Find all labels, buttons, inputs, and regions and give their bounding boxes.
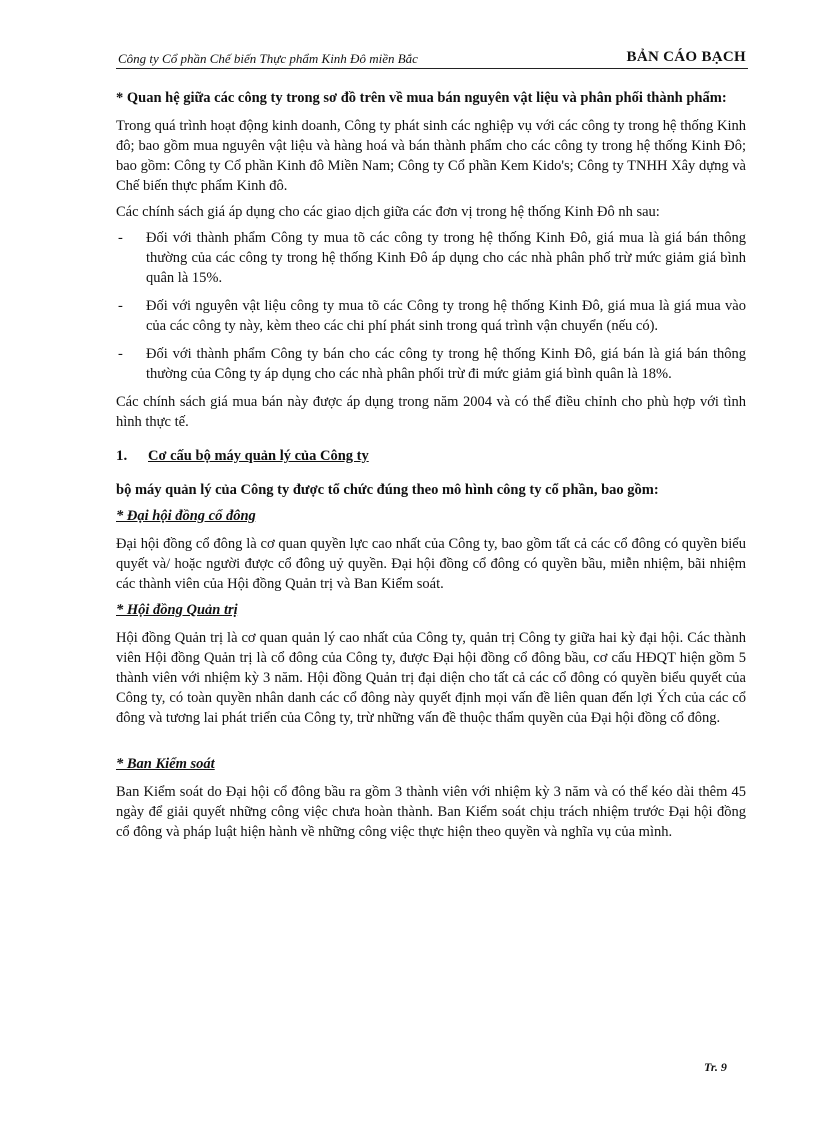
page-number: Tr. 9	[704, 1060, 727, 1074]
list-item: - Đối với thành phẩm Công ty mua tõ các công ty trong hệ thống Kinh Đô, giá mua là giá bán thông thường của các công ty trong hệ thống Kinh Đô áp dụng cho các nhà phân phố trừ mức giảm giá bình quân là 15%.	[118, 230, 746, 286]
list-item-text: Đối với thành phẩm Công ty bán cho các công ty trong hệ thống Kinh Đô, giá bán là giá bán thông thường của Công ty áp dụng cho các nhà phân phối trừ đi mức giảm giá bình quân là 18%.	[146, 346, 746, 382]
spacer	[116, 734, 746, 754]
subsection-text-supervisory: Ban Kiểm soát do Đại hội cổ đông bầu ra gồm 3 thành viên với nhiệm kỳ 3 năm và có thể kéo dài thêm 45 ngày để giải quyết những công việc chưa hoàn thành. Ban Kiểm soát chịu trách nhiệm trước Đại hội đồng cổ đông và pháp luật hiện hành về những công việc thực hiện theo quyền và nghĩa vụ của mình.	[116, 784, 746, 840]
intro-heading: * Quan hệ giữa các công ty trong sơ đồ trên về mua bán nguyên vật liệu và phân phối thành phẩm:	[116, 90, 727, 106]
subsection-heading-general-meeting: * Đại hội đồng cổ đông	[116, 508, 256, 524]
list-item: - Đối với thành phẩm Công ty bán cho các công ty trong hệ thống Kinh Đô, giá bán là giá bán thông thường của Công ty áp dụng cho các nhà phân phối trừ đi mức giảm giá bình quân là 18%.	[118, 346, 746, 382]
subsection-heading-supervisory: * Ban Kiểm soát	[116, 756, 215, 772]
list-item-text: Đối với thành phẩm Công ty mua tõ các công ty trong hệ thống Kinh Đô, giá mua là giá bán thông thường của các công ty trong hệ thống Kinh Đô áp dụng cho các nhà phân phố trừ mức giảm giá bình quân là 15%.	[146, 230, 746, 286]
page-content	[116, 88, 746, 848]
intro-paragraph-2: Các chính sách giá áp dụng cho các giao dịch giữa các đơn vị trong hệ thống Kinh Đô nh sau:	[116, 204, 660, 220]
list-item-text: Đối với nguyên vật liệu công ty mua tõ các Công ty trong hệ thống Kinh Đô, giá mua là giá mua vào của các công ty này, kèm theo các chi phí phát sinh trong quá trình vận chuyển (nếu có).	[146, 298, 746, 334]
page-header	[116, 46, 748, 69]
pricing-policy-list	[116, 228, 746, 384]
header-company-name: Công ty Cổ phần Chế biến Thực phẩm Kinh Đô miền Bắc	[118, 51, 418, 66]
section-heading	[116, 446, 746, 466]
subsection-text-board: Hội đồng Quản trị là cơ quan quản lý cao nhất của Công ty, quản trị Công ty giữa hai kỳ đại hội. Các thành viên Hội đồng Quản trị là cổ đông của Công ty, được Đại hội đồng cổ đông bầu, cơ cấu HĐQT hiện gồm 5 thành viên với nhiệm kỳ 3 năm. Hội đồng Quản trị đại diện cho tất cả các cổ đông có quyền biểu quyết của Công ty, có toàn quyền nhân danh các cổ đông này quyết định mọi vấn đề liên quan đến lợi Ých của các cổ đông và tương lai phát triển của Công ty, trừ những vấn đề thuộc thẩm quyền của Đại hội đồng cổ đông.	[116, 630, 746, 726]
intro-paragraph-1: Trong quá trình hoạt động kinh doanh, Công ty phát sinh các nghiệp vụ với các công ty trong hệ thống Kinh đô; bao gồm mua nguyên vật liệu và hàng hoá và bán thành phẩm cho các công ty trong hệ thống Kinh Đô; bao gồm: Công ty Cổ phần Kinh đô Miền Nam; Công ty Cổ phần Kem Kido's; Công ty TNHH Xây dựng và Chế biến thực phẩm Kinh đô.	[116, 118, 746, 194]
section-title: Cơ cấu bộ máy quản lý của Công ty	[148, 448, 369, 464]
section-number: 1.	[116, 448, 128, 464]
list-item: - Đối với nguyên vật liệu công ty mua tõ các Công ty trong hệ thống Kinh Đô, giá mua là giá mua vào của các công ty này, kèm theo các chi phí phát sinh trong quá trình vận chuyển (nếu có).	[118, 298, 746, 334]
subsection-text-general-meeting: Đại hội đồng cổ đông là cơ quan quyền lực cao nhất của Công ty, bao gồm tất cả các cổ đông có quyền biểu quyết và/ hoặc người được cổ đông uỷ quyền. Đại hội đồng cổ đông có quyền bầu, miễn nhiệm, bãi nhiệm các thành viên của Hội đồng Quản trị và Ban Kiểm soát.	[116, 536, 746, 592]
section-lead: bộ máy quản lý của Công ty được tổ chức đúng theo mô hình công ty cổ phần, bao gồm:	[116, 482, 659, 498]
intro-paragraph-3: Các chính sách giá mua bán này được áp dụng trong năm 2004 và có thể điều chỉnh cho phù hợp với tình hình thực tế.	[116, 394, 746, 430]
subsection-heading-board: * Hội đồng Quản trị	[116, 602, 238, 618]
header-document-title: BẢN CÁO BẠCH	[626, 49, 746, 65]
